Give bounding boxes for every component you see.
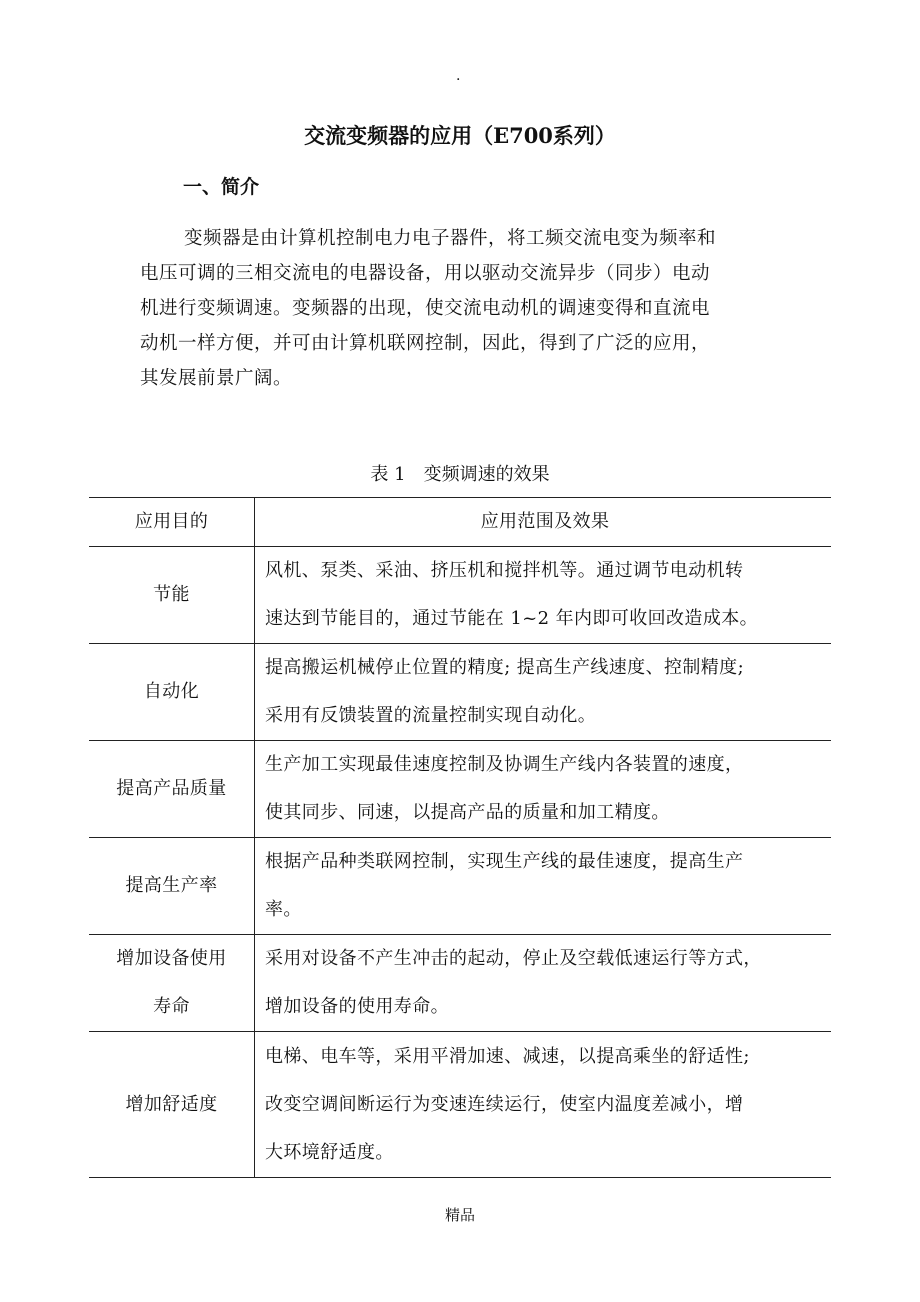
effect-cell <box>255 644 832 741</box>
effect-line: 电梯、电车等，采用平滑加速、减速，以提高乘坐的舒适性; <box>265 1045 750 1067</box>
effect-line: 大环境舒适度。 <box>265 1141 394 1163</box>
effect-line: 增加设备的使用寿命。 <box>265 996 449 1017</box>
effect-cell <box>255 838 832 935</box>
effect-line: 采用对设备不产生冲击的起动，停止及空载低速运行等方式， <box>265 948 762 969</box>
header-effect: 应用范围及效果 <box>255 498 832 547</box>
effect-cell <box>255 1032 832 1178</box>
intro-line: 电压可调的三相交流电的电器设备，用以驱动交流异步（同步）电动 <box>140 263 711 284</box>
document-title: 交流变频器的应用（E700系列） <box>304 123 616 148</box>
intro-line: 动机一样方便，并可由计算机联网控制，因此，得到了广泛的应用， <box>140 333 711 354</box>
effect-line: 采用有反馈装置的流量控制实现自动化。 <box>265 705 597 726</box>
purpose-cell <box>89 644 255 741</box>
purpose-cell <box>89 1032 255 1178</box>
purpose-text: 寿命 <box>153 996 190 1017</box>
effect-cell <box>255 741 832 838</box>
intro-line: 机进行变频调速。变频器的出现，使交流电动机的调速变得和直流电 <box>140 298 711 319</box>
intro-line: 变频器是由计算机控制电力电子器件，将工频交流电变为频率和 <box>184 228 717 249</box>
purpose-text: 增加设备使用 <box>116 948 227 969</box>
header-purpose: 应用目的 <box>89 498 255 547</box>
purpose-text: 增加舒适度 <box>125 1093 218 1115</box>
purpose-cell <box>89 741 255 838</box>
page-footer: 精品 <box>444 1206 475 1224</box>
header-mark: . <box>456 68 461 84</box>
table-row <box>89 741 831 838</box>
intro-paragraph <box>140 221 790 396</box>
table-row <box>89 935 831 1032</box>
purpose-text: 提高生产率 <box>125 875 218 896</box>
effect-cell <box>255 935 832 1032</box>
table-row <box>89 644 831 741</box>
purpose-cell <box>89 935 255 1032</box>
table-header-row <box>89 498 831 547</box>
effect-cell <box>255 547 832 644</box>
intro-line: 其发展前景广阔。 <box>140 368 293 389</box>
table-row <box>89 838 831 935</box>
table-caption: 表 1 变频调速的效果 <box>370 464 550 485</box>
purpose-cell <box>89 838 255 935</box>
table-row <box>89 1032 831 1178</box>
effects-table <box>89 497 831 1178</box>
effect-line: 根据产品种类联网控制，实现生产线的最佳速度，提高生产 <box>265 851 744 872</box>
table-row <box>89 547 831 644</box>
effect-line: 风机、泵类、采油、挤压机和搅拌机等。通过调节电动机转 <box>265 560 744 581</box>
purpose-text: 节能 <box>153 584 190 605</box>
purpose-text: 自动化 <box>143 681 200 702</box>
effect-line: 率。 <box>265 899 302 920</box>
purpose-cell <box>89 547 255 644</box>
purpose-text: 提高产品质量 <box>116 778 227 799</box>
effect-line: 生产加工实现最佳速度控制及协调生产线内各装置的速度， <box>265 754 744 775</box>
effect-line: 使其同步、同速，以提高产品的质量和加工精度。 <box>265 802 670 823</box>
effect-line: 提高搬运机械停止位置的精度; 提高生产线速度、控制精度; <box>265 657 745 678</box>
effect-line: 改变空调间断运行为变速连续运行，使室内温度差减小，增 <box>265 1093 744 1115</box>
effect-line: 速达到节能目的，通过节能在 1~2 年内即可收回改造成本。 <box>265 608 759 629</box>
section-heading: 一、简介 <box>183 176 260 198</box>
